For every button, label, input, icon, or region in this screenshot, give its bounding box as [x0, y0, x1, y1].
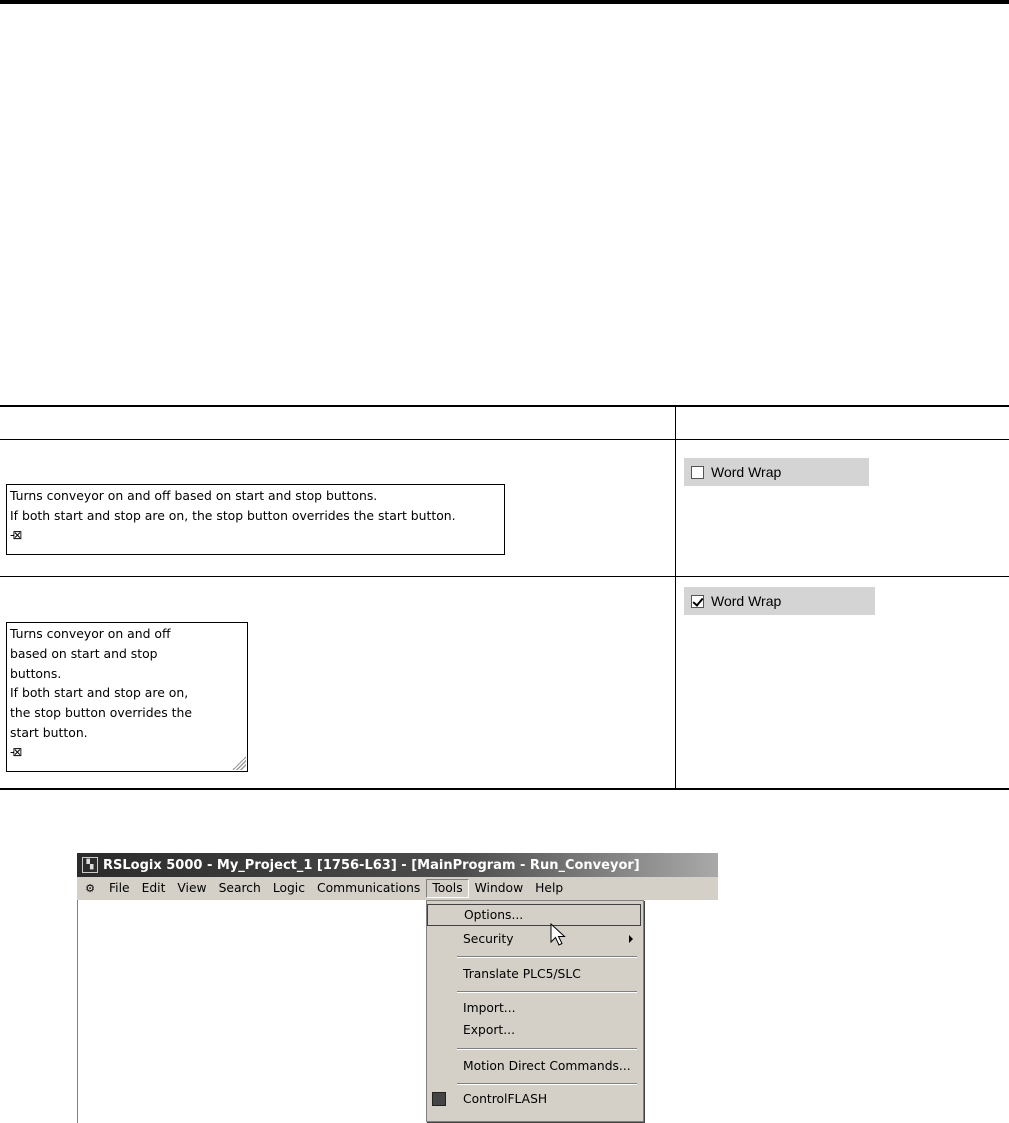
- pin-icon: -⊠: [10, 528, 21, 542]
- top-rule: [0, 0, 1009, 4]
- rung-comment-wrapped: [6, 622, 248, 772]
- comment-line: buttons.: [10, 665, 62, 681]
- menu-help[interactable]: Help: [535, 881, 564, 895]
- menu-item-security[interactable]: [427, 928, 641, 950]
- menu-item-motion-direct-commands[interactable]: Motion Direct Commands...: [463, 1059, 631, 1073]
- menu-item-import[interactable]: Import...: [463, 1001, 516, 1015]
- menu-bar: [77, 877, 718, 900]
- table-header-rule: [0, 439, 1009, 440]
- table-column-divider: [675, 405, 676, 789]
- word-wrap-option-unchecked[interactable]: [684, 458, 869, 486]
- resize-grip-icon[interactable]: [232, 756, 246, 770]
- menu-view[interactable]: View: [177, 881, 207, 895]
- table-row-rule: [0, 576, 1009, 577]
- menu-separator: [457, 991, 637, 993]
- table-top-rule: [0, 405, 1009, 407]
- word-wrap-checkbox[interactable]: [691, 466, 704, 479]
- menu-tools[interactable]: Tools: [426, 879, 468, 898]
- menu-item-translate[interactable]: Translate PLC5/SLC: [463, 967, 581, 981]
- comment-line: Turns conveyor on and off based on start and stop buttons.: [10, 488, 378, 503]
- menu-search[interactable]: Search: [218, 881, 261, 895]
- word-wrap-label: Word Wrap: [711, 464, 782, 480]
- comment-line: Turns conveyor on and off: [10, 626, 171, 641]
- comment-line: If both start and stop are on, the stop button overrides the start button.: [10, 508, 456, 523]
- menu-window[interactable]: Window: [474, 881, 524, 895]
- comment-line: If both start and stop are on,: [10, 685, 189, 701]
- menu-separator: [457, 956, 637, 958]
- menu-item-options[interactable]: Options...: [427, 904, 641, 926]
- comment-line: the stop button overrides the: [10, 705, 192, 721]
- pin-icon: -⊠: [10, 744, 21, 759]
- mouse-pointer-icon: [550, 923, 570, 949]
- word-wrap-option-checked[interactable]: [684, 587, 875, 615]
- comment-line: start button.: [10, 724, 88, 740]
- menu-item-export[interactable]: Export...: [463, 1023, 515, 1037]
- title-bar: [77, 853, 718, 877]
- tools-dropdown-menu: [426, 900, 644, 1122]
- menu-file[interactable]: File: [109, 881, 130, 895]
- table-bottom-rule: [0, 788, 1009, 790]
- controlflash-icon: [432, 1092, 446, 1106]
- menu-communications[interactable]: Communications: [317, 881, 421, 895]
- menu-item-security-label: Security: [463, 932, 514, 946]
- word-wrap-label: Word Wrap: [711, 593, 782, 609]
- menu-logic[interactable]: Logic: [272, 881, 305, 895]
- submenu-arrow-icon: [629, 935, 633, 943]
- comment-line: based on start and stop: [10, 645, 158, 661]
- menu-item-controlflash[interactable]: [427, 1088, 641, 1110]
- window-title: RSLogix 5000 - My_Project_1 [1756-L63] - [MainProgram - Run_Conveyor]: [103, 857, 640, 873]
- word-wrap-checkbox[interactable]: [691, 595, 704, 608]
- menu-edit[interactable]: Edit: [141, 881, 166, 895]
- app-icon: ▚: [82, 857, 98, 873]
- rung-comment-nowrap: [6, 484, 505, 555]
- menu-separator: [457, 1048, 637, 1050]
- menu-separator: [457, 1083, 637, 1085]
- menu-item-controlflash-label: ControlFLASH: [463, 1092, 548, 1106]
- rslogix-window: [77, 853, 718, 1123]
- document-system-icon[interactable]: ⚙: [85, 881, 95, 895]
